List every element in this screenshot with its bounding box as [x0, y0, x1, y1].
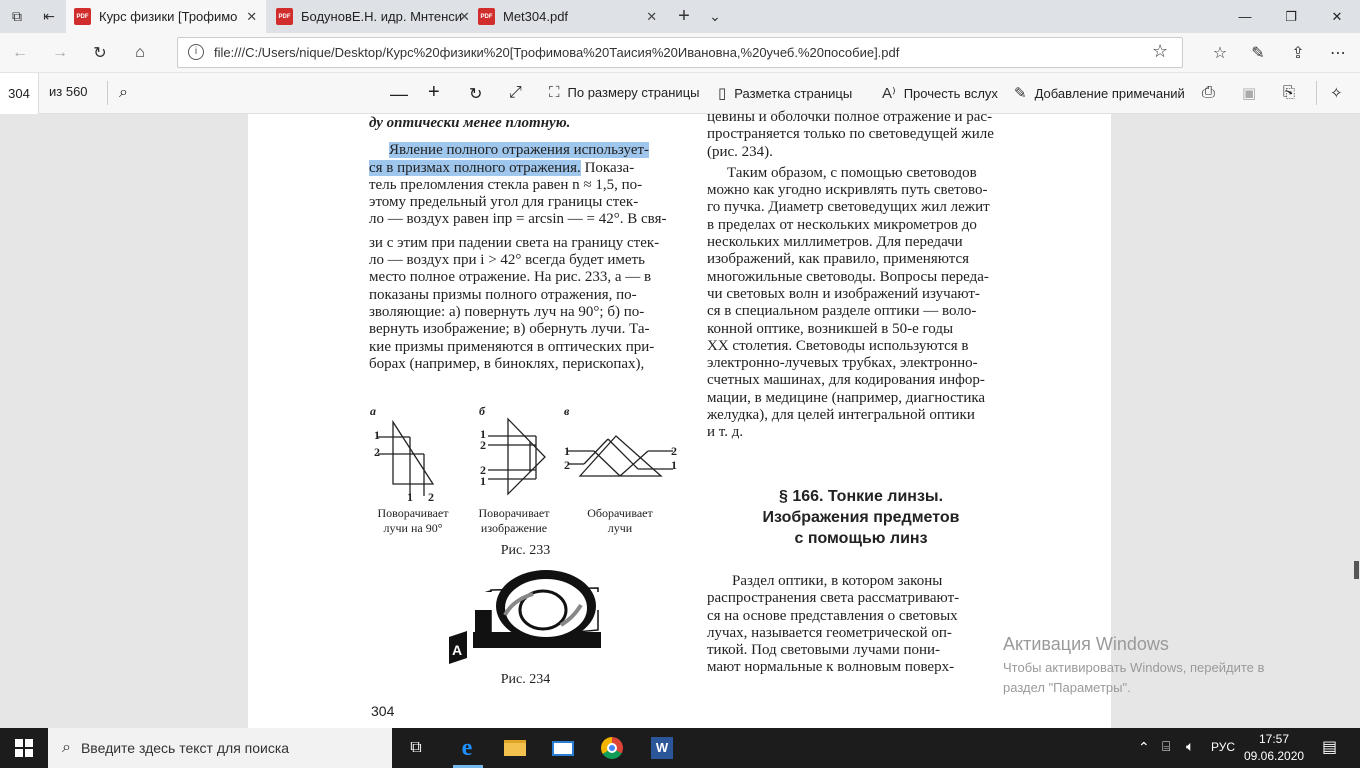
highlighted-text: Явление полного отражения использует- — [389, 142, 650, 159]
text-line: чи световых волн и изображений изучают- — [707, 285, 980, 302]
divider — [107, 81, 108, 105]
fit-page-button[interactable] — [549, 84, 699, 101]
minimize-button[interactable]: — — [1238, 9, 1252, 24]
taskbar-search[interactable] — [48, 728, 392, 768]
home-button[interactable]: ⌂ — [135, 44, 145, 61]
task-view-icon[interactable]: ⧉ — [410, 739, 422, 756]
caption-line: Поворачивает — [478, 506, 550, 520]
text-line: зволяющие: а) повернуть луч на 90°; б) по- — [369, 303, 645, 320]
ray-number: 1 — [480, 427, 486, 441]
section-heading — [707, 486, 1015, 549]
text-line: цевины и оболочки полное отражение и рас- — [707, 109, 993, 125]
mail-icon[interactable] — [549, 734, 577, 762]
text-line: борах (например, в биноклях, перископах), — [369, 355, 645, 372]
favorites-icon[interactable]: ☆ — [1212, 45, 1228, 62]
divider — [1316, 81, 1317, 105]
text-line: Показа- — [580, 159, 635, 176]
ray-number: 1 — [671, 458, 677, 472]
word-icon[interactable]: W — [648, 734, 676, 762]
page-number-input[interactable]: 304 — [0, 73, 39, 114]
tab-label: Курс физики [Трофимо — [99, 9, 238, 24]
text-line: мации, в медицине (например, диагностика — [707, 389, 986, 406]
ray-number: 1 — [480, 474, 486, 488]
windows-icon — [15, 739, 33, 757]
text-line: (рис. 234). — [707, 143, 773, 160]
page-layout-button[interactable] — [718, 84, 852, 102]
text-line: зи с этим при падении света на границу стек- — [369, 234, 660, 251]
add-notes-button[interactable] — [1014, 84, 1185, 102]
print-icon[interactable]: ⎙ — [1202, 84, 1215, 101]
ray-number: 1 — [407, 490, 413, 504]
caption-a — [364, 506, 462, 536]
caption-line: изображение — [480, 521, 548, 535]
ray-number: 2 — [374, 445, 380, 459]
tray-chevron-icon[interactable]: ⌃ — [1138, 739, 1150, 755]
tab-label: Met304.pdf — [503, 9, 569, 24]
text-line: Таким образом, с помощью световодов — [727, 164, 977, 181]
text-line: электронно-лучевых трубках, электронно- — [707, 355, 978, 372]
windows-activation-watermark — [1003, 634, 1264, 698]
page-layout-label: Разметка страницы — [734, 85, 853, 101]
tab-label: БодуновЕ.Н. идр. Мнтенси — [301, 9, 463, 24]
pdf-icon: PDF — [276, 8, 293, 25]
page-total: из 560 — [49, 84, 88, 99]
prism-diagrams — [368, 414, 688, 509]
search-placeholder: Введите здесь текст для поиска — [80, 740, 290, 756]
watermark-line: Чтобы активировать Windows, перейдите в — [1003, 660, 1265, 675]
caption-line: лучи — [607, 521, 633, 535]
fullscreen-icon[interactable]: ⤢ — [509, 84, 522, 101]
edge-icon[interactable]: e — [461, 734, 473, 761]
zoom-out-button[interactable]: — — [390, 84, 408, 104]
pdf-icon: PDF — [478, 8, 495, 25]
language-indicator[interactable]: РУС — [1211, 740, 1236, 754]
close-tab-icon[interactable]: ✕ — [459, 8, 470, 24]
text-line: желудка), для целей интегральной оптики — [707, 407, 975, 424]
favorite-star-icon[interactable]: ☆ — [1152, 41, 1169, 61]
text-line: вернуть изображение; в) обернуть лучи. Та- — [369, 321, 650, 338]
page-number: 304 — [371, 703, 395, 719]
search-icon: ⌕ — [62, 739, 71, 756]
ray-number: 2 — [480, 463, 486, 477]
figure-label-a: а — [370, 404, 376, 418]
text-line: счетных машинах, для кодирования инфор- — [707, 372, 985, 389]
text-line: лучах, называется геометрической оп- — [707, 624, 952, 641]
read-aloud-label: Прочесть вслух — [903, 85, 998, 101]
text-line: кие призмы применяются в оптических при- — [369, 338, 655, 355]
pen-icon: ✎ — [1014, 85, 1027, 102]
figure-letter: A — [452, 642, 463, 658]
page-layout-icon: ▯ — [718, 85, 727, 102]
heading-line: Изображения предметов — [762, 509, 960, 526]
highlighted-text: ся в призмах полного отражения. — [369, 159, 581, 176]
text-line: пространяется только по световедущей жиле — [707, 126, 994, 143]
prism-c — [568, 436, 673, 476]
pdf-page — [248, 109, 1111, 728]
scrollbar-thumb[interactable] — [1354, 561, 1359, 579]
heading-line: § 166. Тонкие линзы. — [778, 488, 944, 505]
forward-button[interactable]: → — [52, 44, 68, 61]
caption-c — [570, 506, 670, 536]
right-column-section — [707, 573, 1015, 677]
text-line: в пределах от нескольких микрометров до — [707, 216, 977, 233]
new-tab-icon[interactable]: + — [678, 5, 690, 27]
watermark-title: Активация Windows — [1003, 634, 1169, 654]
text-line: этому предельный угол для границы стек- — [369, 194, 639, 211]
set-aside-tabs-icon[interactable]: ⇤ — [43, 8, 55, 24]
rotate-icon[interactable]: ↻ — [469, 86, 483, 103]
text-line: и т. д. — [707, 424, 744, 441]
tab-list-chevron-icon[interactable]: ⌄ — [709, 8, 721, 24]
text-line: ся на основе представления о световых — [707, 607, 958, 624]
close-tab-icon[interactable]: ✕ — [246, 8, 258, 24]
prism-b — [488, 419, 545, 494]
url-input[interactable] — [177, 37, 1183, 68]
ray-number: 2 — [564, 458, 570, 472]
file-explorer-icon[interactable] — [501, 734, 529, 762]
share-icon[interactable]: ⇪ — [1291, 45, 1305, 62]
read-aloud-icon: A⁾ — [882, 85, 896, 102]
caption-line: Поворачивает — [377, 506, 449, 520]
caption-b — [464, 506, 564, 536]
fit-page-icon: ⛶ — [549, 84, 560, 101]
tab-met304[interactable] — [470, 0, 666, 33]
network-icon[interactable]: ⌸ — [1162, 738, 1171, 754]
pdf-viewer[interactable] — [0, 109, 1360, 728]
pdf-toolbar — [0, 72, 1360, 114]
text-line: Раздел оптики, в котором законы — [732, 573, 943, 589]
ray-number: 2 — [671, 444, 677, 458]
clock-time: 17:57 — [1258, 732, 1290, 746]
restore-button[interactable]: ❐ — [1285, 8, 1297, 24]
right-column — [707, 109, 1015, 442]
heading-line: с помощью линз — [794, 530, 928, 547]
fit-page-label: По размеру страницы — [567, 85, 700, 100]
text-line: ло — воздух равен iпр = arcsin — = 42°. В свя- — [369, 211, 667, 228]
left-column — [369, 115, 679, 373]
tab-bar — [0, 0, 1360, 33]
text-line: ду оптически менее плотную. — [369, 115, 571, 131]
save-as-icon[interactable]: ⎘ — [1283, 84, 1296, 101]
back-button[interactable]: ← — [12, 44, 28, 61]
url-text: file:///C:/Users/nique/Desktop/Курс%20физики%20[Трофимова%20Таисия%20Ивановна,%20учеб.%20пособие].pdf — [214, 45, 900, 60]
zoom-in-button[interactable]: + — [428, 81, 440, 103]
text-line: распространения света рассматривают- — [707, 590, 960, 607]
address-bar — [0, 33, 1360, 72]
text-line: можно как угодно искривлять путь светово- — [707, 182, 988, 199]
notifications-icon[interactable]: ▤ — [1322, 739, 1338, 756]
text-line: тикой. Под световыми лучами пони- — [707, 642, 941, 659]
tab-actions-icon[interactable]: ⧉ — [12, 8, 22, 24]
text-line: изображений, как правило, применяются — [707, 251, 970, 268]
figure-label-c: в — [564, 404, 570, 418]
text-line: го пучка. Диаметр световедущих жил лежит — [707, 199, 990, 216]
search-icon[interactable]: ⌕ — [119, 84, 128, 101]
taskbar — [0, 728, 1360, 768]
more-icon[interactable]: ⋯ — [1330, 45, 1346, 62]
close-window-button[interactable]: ✕ — [1331, 8, 1343, 24]
ray-number: 1 — [564, 444, 570, 458]
caption-line: Оборачивает — [587, 506, 653, 520]
clock[interactable] — [1244, 732, 1304, 763]
chrome-icon[interactable] — [598, 734, 626, 762]
text-line: нескольких миллиметров. Для передачи — [707, 234, 963, 251]
read-aloud-button[interactable] — [882, 84, 998, 102]
volume-icon[interactable]: 🔈︎ — [1186, 738, 1195, 754]
text-line: XX столетия. Световоды используются в — [707, 337, 969, 354]
watermark-line: раздел "Параметры". — [1003, 680, 1131, 695]
text-line: ло — воздух при i > 42° всегда будет иметь — [369, 252, 645, 269]
tab-kurs-fiziki[interactable] — [66, 0, 266, 33]
info-icon[interactable]: i — [188, 44, 204, 60]
save-icon[interactable]: ▣ — [1242, 85, 1257, 102]
pdf-icon: PDF — [74, 8, 91, 25]
ray-number: 2 — [480, 438, 486, 452]
text-line: многожильные световоды. Вопросы переда- — [707, 268, 989, 285]
caption-line: лучи на 90° — [383, 521, 443, 535]
ray-number: 2 — [428, 490, 434, 504]
text-line: показаны призмы полного отражения, по- — [369, 286, 637, 303]
text-line: ся в специальном разделе оптики — воло- — [707, 303, 977, 320]
text-line: мают нормальные к волновым поверх- — [707, 659, 955, 676]
refresh-button[interactable]: ↻ — [93, 45, 107, 62]
prism-a — [378, 422, 433, 496]
figure-234-title: Рис. 234 — [500, 672, 551, 687]
text-line: конной оптике, возникшей в 50-е годы — [707, 320, 954, 337]
notes-icon[interactable]: ✎ — [1251, 45, 1265, 62]
tab-bodunov[interactable] — [268, 0, 468, 33]
text-line: тель преломления стекла равен n ≈ 1,5, по- — [369, 176, 643, 193]
close-tab-icon[interactable]: ✕ — [646, 8, 658, 24]
ray-number: 1 — [374, 428, 380, 442]
add-notes-label: Добавление примечаний — [1034, 85, 1185, 101]
figure-233-title: Рис. 233 — [500, 543, 551, 558]
clock-date: 09.06.2020 — [1244, 749, 1305, 763]
lightguide-drawing — [443, 570, 608, 670]
start-button[interactable] — [10, 734, 38, 762]
watermark-text — [1003, 658, 1264, 698]
text-line: место полное отражение. На рис. 233, а — в — [369, 269, 652, 286]
pin-toolbar-icon[interactable]: ✧ — [1330, 85, 1343, 102]
figure-label-b: б — [479, 404, 485, 418]
